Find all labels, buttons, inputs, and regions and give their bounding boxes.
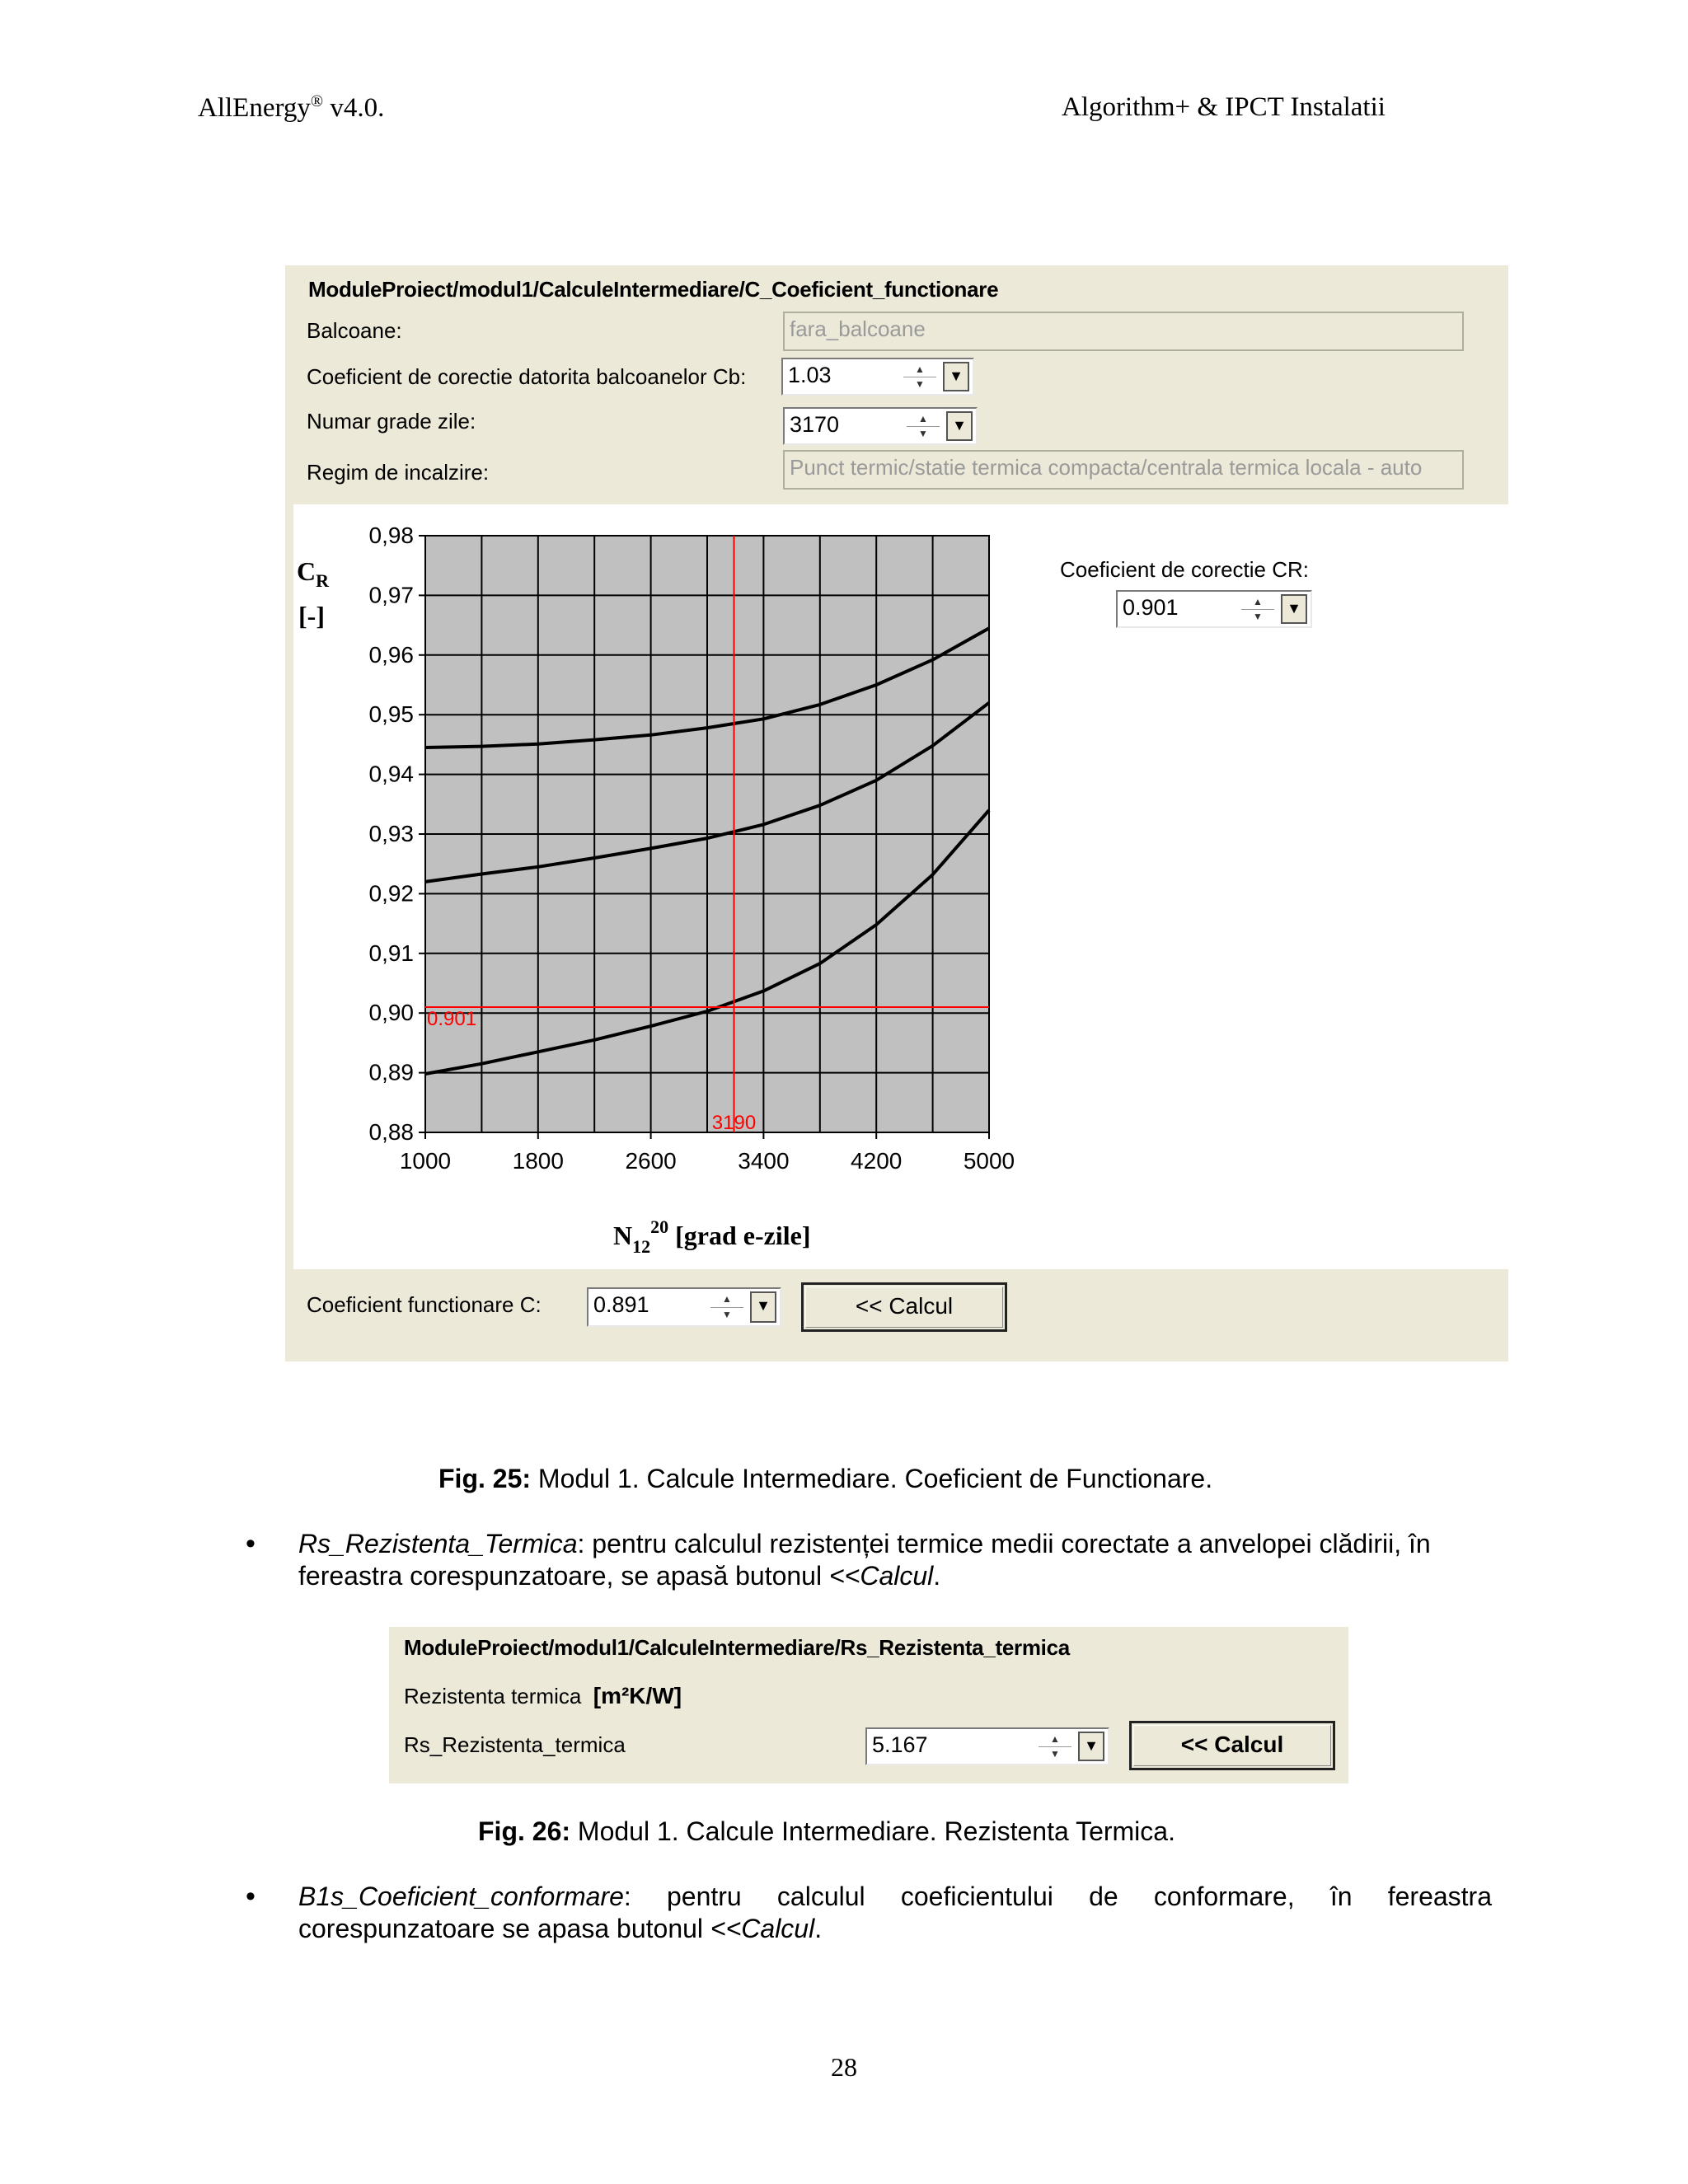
x-axis-label: $N_{12}^{20}$ [grad e-zile] <box>613 1216 811 1257</box>
spin-up-icon[interactable]: ▲ <box>907 411 940 427</box>
spin-up-icon[interactable]: ▲ <box>710 1291 743 1308</box>
registered-mark: ® <box>310 92 324 110</box>
y-axis-label: $C_R$ <box>297 556 329 591</box>
grade-value: 3170 <box>790 412 840 437</box>
bullet1-line2-start: fereastra corespunzatoare, se apasă butonul <box>298 1561 829 1591</box>
page-number: 28 <box>831 2052 857 2082</box>
bullet2-line2-start: corespunzatoare se apasa butonul <box>298 1914 710 1943</box>
c-spinner[interactable] <box>587 1287 781 1327</box>
x-tick-label: 1800 <box>512 1148 564 1174</box>
y-tick-label: 0,93 <box>368 821 414 846</box>
spin-down-icon[interactable]: ▼ <box>1050 1748 1060 1760</box>
bullet1-line1 <box>298 1528 1492 1560</box>
app-version: v4.0. <box>323 93 385 123</box>
bullet-icon: • <box>246 1881 256 1912</box>
bullet2-line2-end: . <box>814 1914 823 1943</box>
bullet1-line2-end: . <box>933 1561 941 1591</box>
regim-label: Regim de incalzire: <box>307 460 490 485</box>
chevron-down-icon[interactable]: ▼ <box>943 362 969 391</box>
grade-spinner[interactable] <box>783 407 978 445</box>
rs-value: 5.167 <box>872 1732 928 1757</box>
chevron-down-icon[interactable]: ▼ <box>1078 1732 1104 1761</box>
y-tick-label: 0,89 <box>368 1059 414 1085</box>
spin-down-icon[interactable]: ▼ <box>915 378 925 390</box>
x-tick-label: 4200 <box>851 1148 903 1174</box>
grade-spin-arrows[interactable] <box>907 411 940 441</box>
cr-spin-arrows[interactable] <box>1241 594 1274 624</box>
c-value: 0.891 <box>593 1292 649 1317</box>
marker-y-label: 0.901 <box>427 1007 477 1030</box>
y-tick-label: 0,94 <box>368 761 414 787</box>
calcul-button[interactable] <box>801 1282 1007 1332</box>
fig25-caption <box>438 1464 1212 1494</box>
bullet-icon: • <box>246 1528 256 1559</box>
spin-down-icon[interactable]: ▼ <box>722 1309 732 1320</box>
rs-spinner[interactable] <box>865 1727 1109 1765</box>
regim-field[interactable]: Punct termic/statie termica compacta/centrala termica locala - auto <box>783 450 1464 490</box>
y-tick-label: 0,91 <box>368 940 414 966</box>
chevron-down-icon[interactable]: ▼ <box>1281 594 1307 624</box>
cb-label: Coeficient de corectie datorita balcoanelor Cb: <box>307 364 747 389</box>
rs-calcul-button-label: << Calcul <box>1180 1732 1284 1757</box>
cr-chart <box>285 504 1109 1271</box>
spin-up-icon[interactable]: ▲ <box>903 362 936 377</box>
rez-label-text: Rezistenta termica <box>404 1684 582 1708</box>
fig26-caption-text: Modul 1. Calcule Intermediare. Rezistenta Termica. <box>570 1816 1175 1846</box>
bullet1-italic: Rs_Rezistenta_Termica <box>298 1529 578 1558</box>
fig26-caption-bold: Fig. 26: <box>478 1816 571 1846</box>
cr-value: 0.901 <box>1123 595 1179 620</box>
cb-value: 1.03 <box>788 363 832 387</box>
rs-label: Rs_Rezistenta_termica <box>404 1732 626 1757</box>
y-tick-label: 0,95 <box>368 701 414 728</box>
spin-down-icon[interactable]: ▼ <box>1253 611 1263 622</box>
x-tick-label: 1000 <box>399 1148 452 1174</box>
rez-label <box>404 1683 682 1709</box>
c-label: Coeficient functionare C: <box>307 1292 542 1317</box>
fig25-caption-bold: Fig. 25: <box>438 1464 532 1493</box>
fig26-path-title: ModuleProiect/modul1/CalculeIntermediare/Rs_Rezistenta_termica <box>404 1635 1070 1660</box>
y-tick-label: 0,98 <box>368 523 414 548</box>
header-left <box>198 92 384 124</box>
fig25-path-title: ModuleProiect/modul1/CalculeIntermediare/C_Coeficient_functionare <box>308 277 999 302</box>
cb-spinner[interactable] <box>781 358 974 396</box>
bullet2-line2-italic: <<Calcul <box>710 1914 815 1943</box>
y-tick-label: 0,90 <box>368 1000 414 1026</box>
x-tick-label: 3400 <box>738 1148 790 1174</box>
chevron-down-icon[interactable]: ▼ <box>946 411 973 441</box>
app-name: AllEnergy <box>198 93 311 123</box>
spin-up-icon[interactable]: ▲ <box>1241 594 1274 610</box>
x-tick-label: 5000 <box>963 1148 1015 1174</box>
fig26-caption <box>478 1816 1175 1847</box>
balcoane-field[interactable]: fara_balcoane <box>783 312 1464 351</box>
balcoane-label: Balcoane: <box>307 318 402 343</box>
grade-label: Numar grade zile: <box>307 409 476 434</box>
rs-calcul-button[interactable] <box>1129 1721 1335 1770</box>
rez-unit: [m²K/W] <box>593 1683 682 1708</box>
header-right: Algorithm+ & IPCT Instalatii <box>1062 92 1386 122</box>
y-tick-label: 0,88 <box>368 1119 414 1145</box>
bullet1-line1-rest: : pentru calculul rezistenței termice medii corectate a anvelopei clădirii, în <box>577 1529 1431 1558</box>
bullet1-line2 <box>298 1560 1492 1592</box>
bullet2-italic: B1s_Coeficient_conformare <box>298 1882 624 1911</box>
bullet2-line1 <box>298 1881 1492 1913</box>
bullet1-line2-italic: <<Calcul <box>828 1561 934 1591</box>
cr-label: Coeficient de corectie CR: <box>1060 557 1310 582</box>
y-tick-label: 0,97 <box>368 582 414 608</box>
fig25-window <box>285 265 1508 537</box>
marker-x-label: 3190 <box>711 1112 757 1134</box>
cb-spin-arrows[interactable] <box>903 362 936 391</box>
y-tick-label: 0,96 <box>368 641 414 668</box>
calcul-button-label: << Calcul <box>855 1293 954 1319</box>
y-tick-label: 0,92 <box>368 880 414 907</box>
rs-spin-arrows[interactable] <box>1039 1732 1071 1761</box>
bullet2-line2 <box>298 1913 1492 1945</box>
spin-up-icon[interactable]: ▲ <box>1039 1732 1071 1747</box>
fig25-caption-text: Modul 1. Calcule Intermediare. Coeficient de Functionare. <box>531 1464 1213 1493</box>
x-tick-label: 2600 <box>625 1148 677 1174</box>
bullet2-line1-rest: : pentru calculul coeficientului de conformare, în fereastra <box>623 1882 1492 1911</box>
bullet1-paragraph <box>298 1528 1492 1592</box>
cr-spinner[interactable] <box>1116 590 1312 628</box>
chevron-down-icon[interactable]: ▼ <box>750 1291 776 1323</box>
y-axis-unit: [-] <box>298 601 325 630</box>
bullet2-paragraph <box>298 1881 1492 1945</box>
spin-down-icon[interactable]: ▼ <box>918 428 928 439</box>
c-spin-arrows[interactable] <box>710 1291 743 1323</box>
